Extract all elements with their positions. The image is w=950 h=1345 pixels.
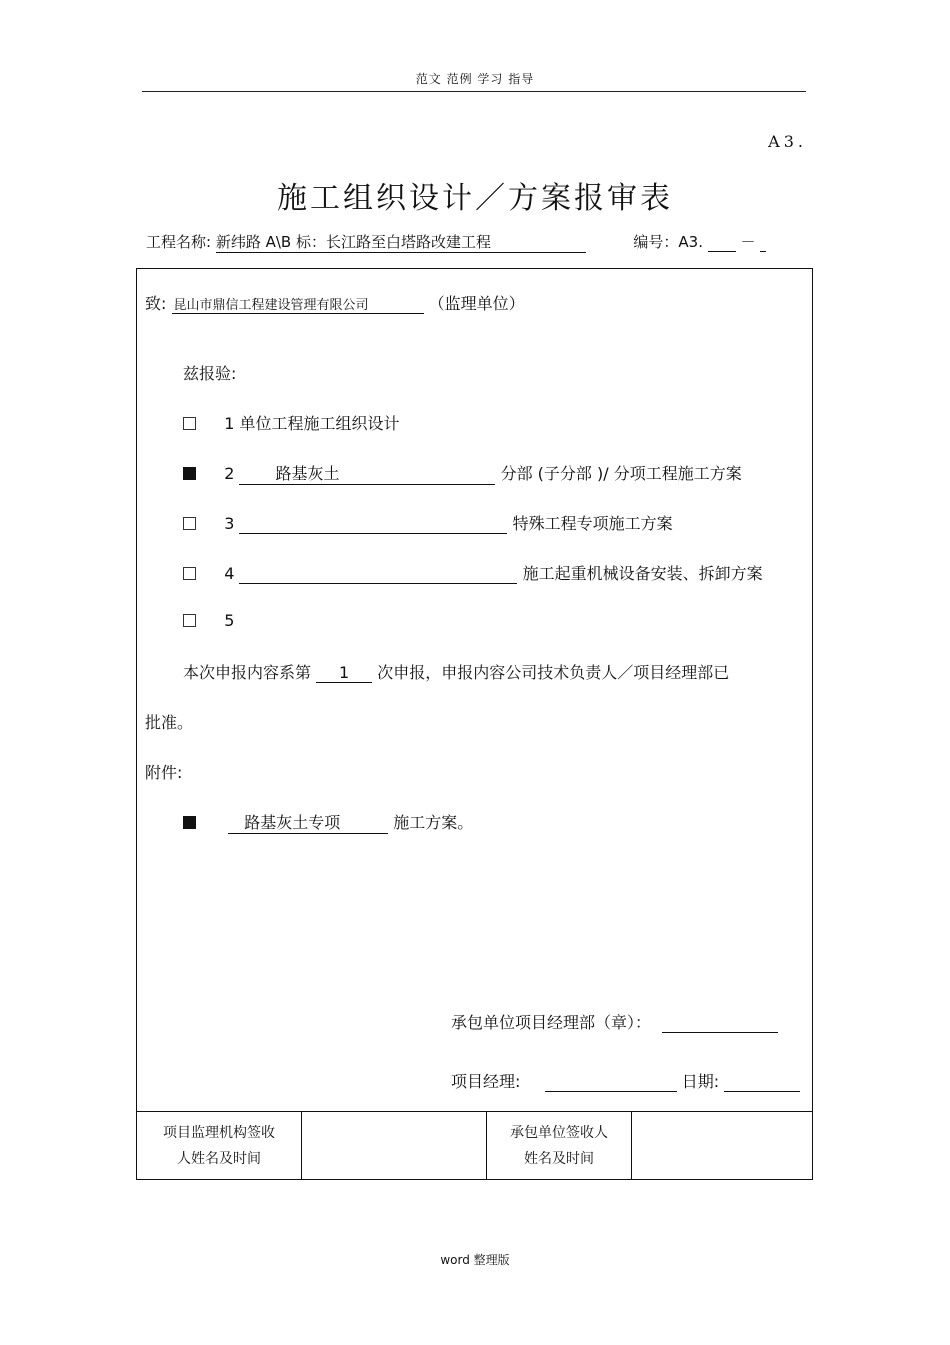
manager-label: 项目经理: [451, 1072, 521, 1091]
supervision-receiver-label: 项目监理机构签收 人姓名及时间 [163, 1125, 275, 1167]
project-name-label: 工程名称: [146, 233, 212, 251]
checkbox-item-4[interactable] [183, 567, 196, 580]
checkbox-item-5[interactable] [183, 614, 196, 627]
manager-row [451, 1069, 800, 1092]
page-header: 范文 范例 学习 指导 [415, 72, 535, 86]
form-number-dash: － [740, 233, 756, 251]
form-box [136, 268, 813, 1180]
item-1-label: 单位工程施工组织设计 [239, 414, 400, 433]
attachment-label: 附件: [145, 763, 183, 782]
submission-line-2: 批准。 [145, 713, 194, 732]
date-field[interactable] [724, 1072, 800, 1092]
checkbox-item-3[interactable] [183, 517, 196, 530]
checkbox-attachment[interactable] [183, 816, 196, 829]
to-row [145, 291, 525, 314]
attachment-item [183, 810, 473, 834]
attachment-fill-field[interactable]: 路基灰土专项 [228, 810, 388, 834]
supervision-receiver-field[interactable] [302, 1112, 486, 1179]
manager-signature-field[interactable] [545, 1072, 677, 1092]
item-2-label: 分部 (子分部 )/ 分项工程施工方案 [500, 464, 742, 483]
header-divider [142, 91, 806, 92]
contractor-receiver-label: 承包单位签收人 姓名及时间 [510, 1125, 608, 1167]
to-label: 致: [145, 294, 167, 313]
checkbox-item-2[interactable] [183, 467, 196, 480]
form-number-label: 编号：A3. [633, 233, 703, 251]
item-2-fill-field[interactable]: 路基灰土 [239, 461, 495, 485]
contractor-receiver-field[interactable] [632, 1112, 812, 1179]
supervision-company-field[interactable]: 昆山市鼎信工程建设管理有限公司 [172, 294, 424, 314]
submission-line-1: 本次申报内容系第 1 次申报，申报内容公司技术负责人／项目经理部已 [183, 663, 730, 682]
item-1: 1 单位工程施工组织设计 [183, 411, 399, 434]
checkbox-item-1[interactable] [183, 417, 196, 430]
item-4: 4 施工起重机械设备安装、拆卸方案 [183, 561, 763, 584]
item-2: 2 路基灰土 分部 (子分部 )/ 分项工程施工方案 [183, 461, 742, 485]
item-3: 3 特殊工程专项施工方案 [183, 511, 673, 534]
contractor-seal-field[interactable] [662, 1013, 778, 1033]
item-4-label: 施工起重机械设备安装、拆卸方案 [522, 564, 763, 583]
form-number-field[interactable] [708, 233, 736, 252]
item-3-fill-field[interactable] [239, 514, 507, 534]
item-5: 5 [183, 611, 234, 630]
item-3-label: 特殊工程专项施工方案 [512, 514, 673, 533]
contractor-dept-row [451, 1010, 778, 1033]
item-4-fill-field[interactable] [239, 564, 517, 584]
page-footer: word 整理版 [440, 1253, 510, 1267]
attachment-suffix: 施工方案。 [393, 813, 474, 832]
document-title: 施工组织设计／方案报审表 [277, 181, 673, 216]
contractor-dept-label: 承包单位项目经理部（章）： [451, 1013, 652, 1032]
supervision-unit-suffix: （监理单位） [428, 294, 525, 313]
project-row [146, 231, 766, 253]
date-label: 日期: [681, 1072, 720, 1091]
project-name-field[interactable]: 新纬路 A\B 标：长江路至白塔路改建工程 [216, 231, 586, 253]
form-code: A3. [768, 132, 807, 151]
intro-text: 兹报验: [183, 364, 237, 383]
submission-count-field[interactable]: 1 [316, 663, 372, 683]
